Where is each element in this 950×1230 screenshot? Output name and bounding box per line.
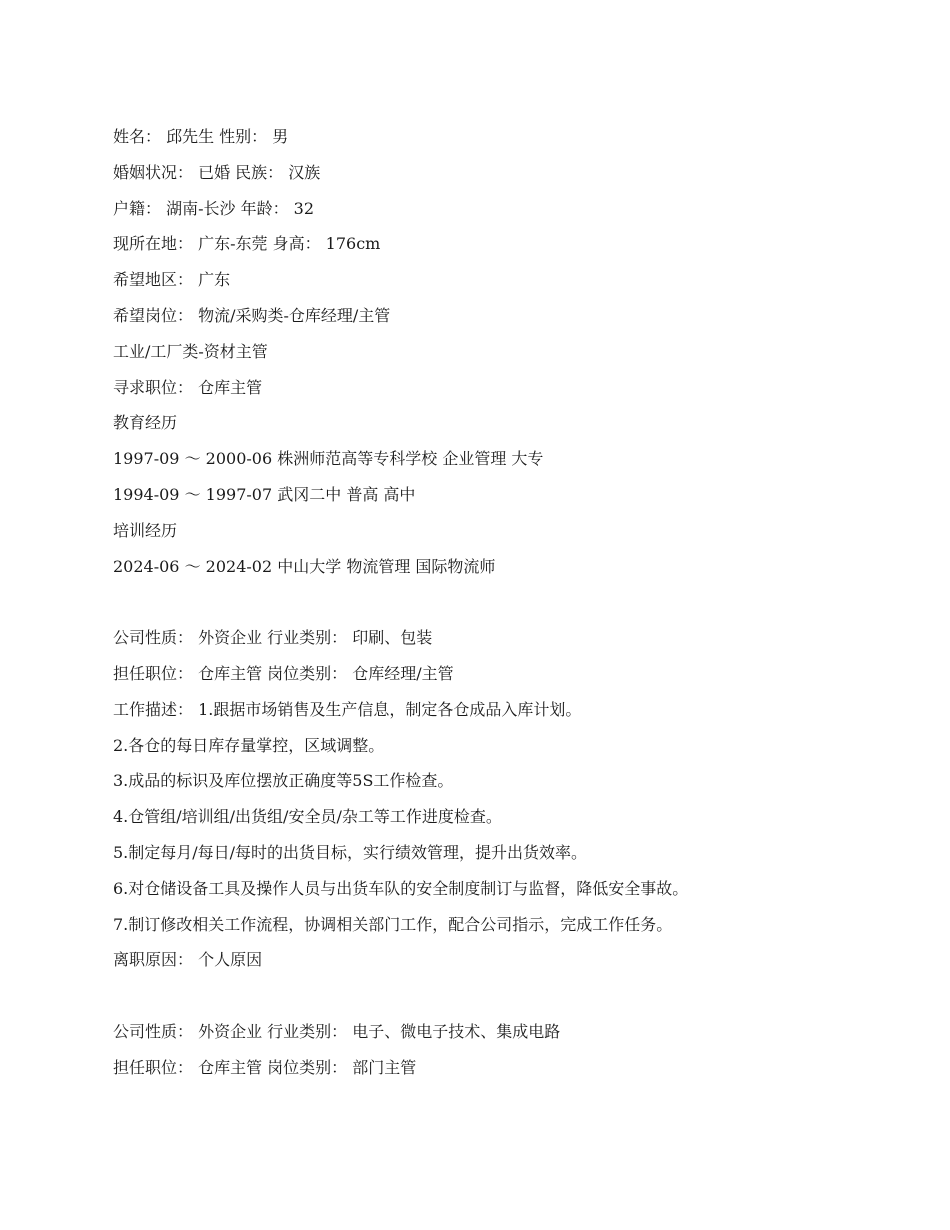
job2-company-line: 公司性质： 外资企业 行业类别： 电子、微电子技术、集成电路 <box>113 1021 561 1041</box>
training-heading: 培训经历 <box>113 520 178 540</box>
job1-description-line: 4.仓管组/培训组/出货组/安全员/杂工等工作进度检查。 <box>113 807 502 827</box>
desired-region-line: 希望地区： 广东 <box>113 270 231 290</box>
location-height-line: 现所在地： 广东-东莞 身高： 176cm <box>113 234 381 254</box>
job1-description-line: 6.对仓储设备工具及操作人员与出货车队的安全制度制订与监督，降低安全事故。 <box>113 878 689 898</box>
job1-company-line: 公司性质： 外资企业 行业类别： 印刷、包装 <box>113 628 433 648</box>
job1-position-line: 担任职位： 仓库主管 岗位类别： 仓库经理/主管 <box>113 663 454 683</box>
job1-description-line: 工作描述： 1.跟据市场销售及生产信息，制定各仓成品入库计划。 <box>113 699 582 719</box>
name-gender-line: 姓名： 邱先生 性别： 男 <box>113 127 289 146</box>
sought-job-line: 寻求职位： 仓库主管 <box>113 377 263 397</box>
education-entry: 1997-09 ～ 2000-06 株洲师范高等专科学校 企业管理 大专 <box>113 449 544 469</box>
marital-ethnicity-line: 婚姻状况： 已婚 民族： 汉族 <box>113 162 321 182</box>
desired-position-line-2: 工业/工厂类-资材主管 <box>113 341 268 361</box>
education-heading: 教育经历 <box>113 413 178 433</box>
section-spacer <box>113 978 913 1014</box>
resume-document <box>113 119 913 1086</box>
hukou-age-line: 户籍： 湖南-长沙 年龄： 32 <box>113 198 315 218</box>
job1-leave-reason-line: 离职原因： 个人原因 <box>113 950 263 970</box>
training-entry: 2024-06 ～ 2024-02 中山大学 物流管理 国际物流师 <box>113 556 496 576</box>
education-entry: 1994-09 ～ 1997-07 武冈二中 普高 高中 <box>113 484 416 504</box>
job1-description-line: 5.制定每月/每日/每时的出货目标，实行绩效管理，提升出货效率。 <box>113 842 588 862</box>
job1-description-line: 7.制订修改相关工作流程，协调相关部门工作，配合公司指示，完成工作任务。 <box>113 914 673 934</box>
job1-description-line: 2.各仓的每日库存量掌控，区域调整。 <box>113 735 385 755</box>
section-spacer <box>113 584 913 620</box>
desired-position-line: 希望岗位： 物流/采购类-仓库经理/主管 <box>113 305 391 325</box>
job1-description-line: 3.成品的标识及库位摆放正确度等5S工作检查。 <box>113 771 454 791</box>
job2-position-line: 担任职位： 仓库主管 岗位类别： 部门主管 <box>113 1057 417 1077</box>
